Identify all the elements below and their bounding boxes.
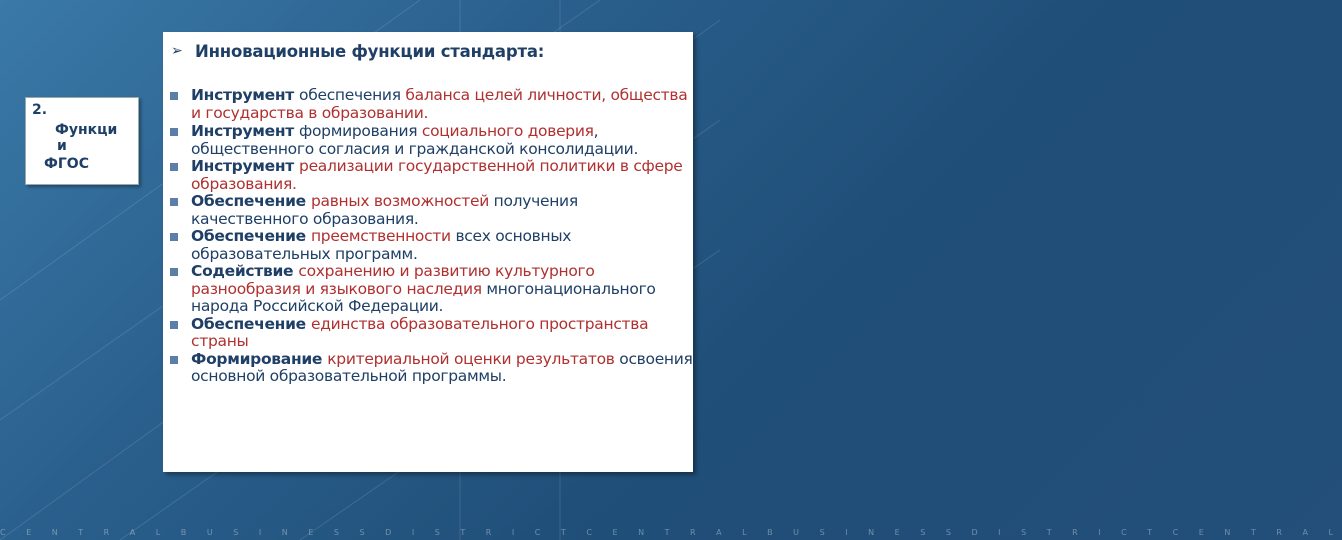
list-item-text: Обеспечение (191, 314, 311, 333)
square-bullet-icon (170, 233, 178, 241)
list-item (168, 158, 693, 193)
content-panel (163, 32, 693, 472)
slide-title-row (171, 40, 544, 62)
list-item-text: , общественного согласия и гражданской консолидации. (191, 122, 639, 158)
list-item (168, 228, 693, 263)
square-bullet-icon (170, 268, 178, 276)
list-item-text: сохранению и развитию культурного разнообразия и языкового наследия (191, 262, 595, 298)
list-item (168, 351, 693, 386)
list-item-text: реализации государственной политики в сфере образования. (191, 157, 683, 193)
list-item-text: единства образовательного пространства страны (191, 314, 649, 350)
square-bullet-icon (170, 356, 178, 364)
list-item-text: многонационального народа Российской Федерации. (191, 279, 656, 315)
list-item-text: Обеспечение (191, 192, 311, 210)
list-item-text: равных возможностей (310, 192, 494, 210)
list-item-text: обеспечения (299, 86, 406, 104)
square-bullet-icon (170, 163, 178, 171)
list-item (168, 123, 693, 158)
list-item-text: Формирование (191, 349, 328, 368)
list-item-text: баланса целей личности, общества и государства в образовании. (191, 86, 688, 122)
square-bullet-icon (170, 92, 178, 100)
slide-title: Инновационные функции стандарта: (195, 41, 545, 61)
section-number: 2. (32, 102, 48, 118)
list-item-text: Инструмент (191, 86, 300, 104)
section-label-box (25, 97, 139, 185)
section-label-line1: Функци (55, 122, 118, 138)
list-item-text: Обеспечение (191, 227, 311, 245)
list-item (168, 316, 693, 351)
square-bullet-icon (170, 321, 178, 329)
list-item-text: всех основных образовательных программ. (191, 227, 572, 263)
list-item-text: Содействие (191, 262, 299, 280)
functions-list (168, 87, 693, 386)
list-item-text: освоения основной образовательной программы. (191, 349, 693, 385)
list-item-text: формирования (299, 122, 422, 140)
list-item-text: получения качественного образования. (191, 192, 578, 228)
arrow-bullet-icon: ➢ (171, 43, 183, 59)
list-item-text: социального доверия (421, 122, 594, 140)
square-bullet-icon (170, 128, 178, 136)
list-item-text: Инструмент (191, 122, 300, 140)
list-item (168, 263, 693, 316)
footer-watermark: C E N T R A L B U S I N E S S D I S T R I C T C E N T R A L B U S I N E S S D I S T R I C T C E N T R A L (0, 528, 1342, 537)
list-item (168, 87, 693, 122)
list-item-text: преемственности (310, 227, 456, 245)
square-bullet-icon (170, 198, 178, 206)
list-item-text: Инструмент (191, 157, 300, 175)
list-item (168, 193, 693, 228)
section-label-line2: и (57, 138, 67, 154)
list-item-text: критериальной оценки результатов (327, 349, 620, 368)
section-label-line3: ФГОС (44, 156, 89, 172)
